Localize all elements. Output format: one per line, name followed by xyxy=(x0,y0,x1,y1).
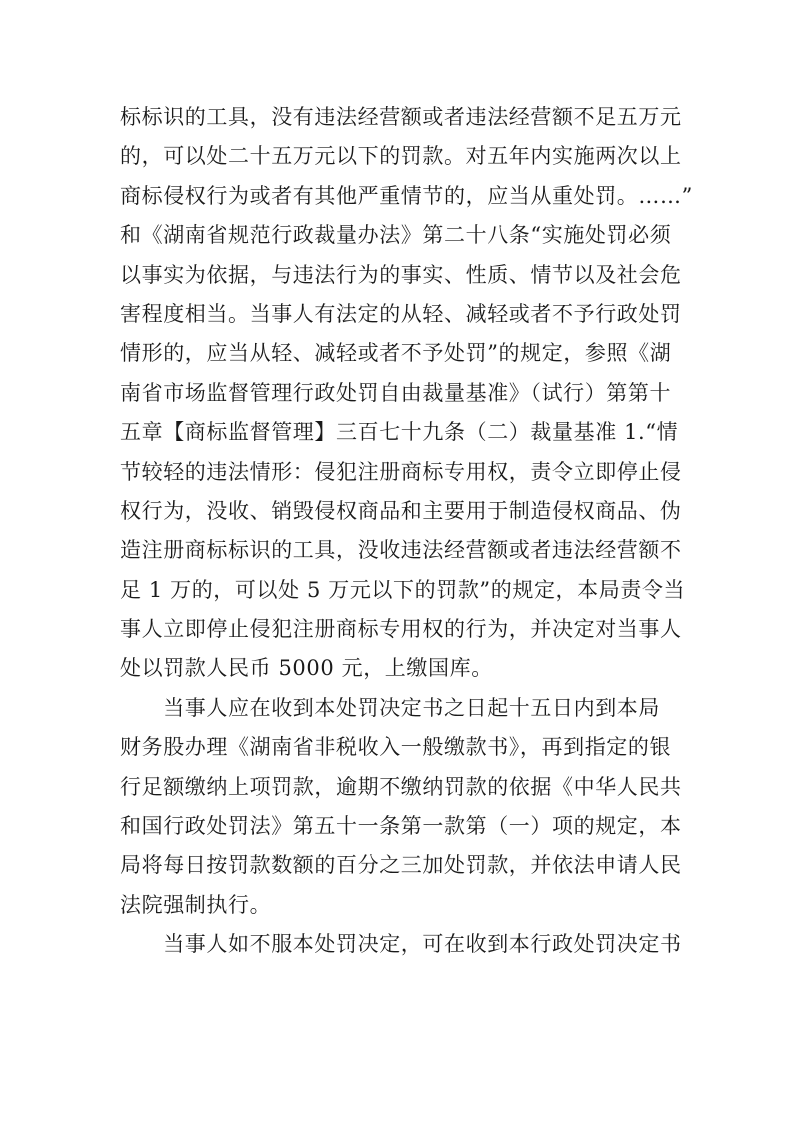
document-body xyxy=(120,98,693,965)
text-line: 标标识的工具，没有违法经营额或者违法经营额不足五万元 xyxy=(120,105,682,129)
paragraph-appeal xyxy=(120,925,680,964)
text-line: 法院强制执行。 xyxy=(120,892,272,917)
text-line: 行足额缴纳上项罚款，逾期不缴纳罚款的依据《中华人民共 xyxy=(120,774,682,799)
text-line: 事人立即停止侵犯注册商标专用权的行为，并决定对当事人 xyxy=(120,617,682,642)
text-line: 造注册商标标识的工具，没收违法经营额或者违法经营额不 xyxy=(120,538,682,563)
text-line: 以事实为依据，与违法行为的事实、性质、情节以及社会危 xyxy=(120,262,682,287)
text-line: 节较轻的违法情形：侵犯注册商标专用权，责令立即停止侵 xyxy=(120,459,682,484)
text-line: 局将每日按罚款数额的百分之三加处罚款，并依法申请人民 xyxy=(120,853,682,878)
text-line: 和国行政处罚法》第五十一条第一款第（一）项的规定，本 xyxy=(120,814,682,839)
text-line: 处以罚款人民币 5000 元，上缴国库。 xyxy=(120,656,493,681)
text-line: 当事人如不服本处罚决定，可在收到本行政处罚决定书 xyxy=(120,932,682,957)
text-line: 五章【商标监督管理】三百七十九条（二）裁量基准 1.“情 xyxy=(120,420,679,445)
text-line: 当事人应在收到本处罚决定书之日起十五日内到本局 xyxy=(120,695,660,720)
text-line: 财务股办理《湖南省非税收入一般缴款书》，再到指定的银 xyxy=(120,735,672,760)
text-line: 商标侵权行为或者有其他严重情节的，应当从重处罚。……” xyxy=(120,183,693,208)
paragraph-payment-instructions xyxy=(120,689,680,925)
paragraph-penalty-basis xyxy=(120,98,693,689)
text-line: 的，可以处二十五万元以下的罚款。对五年内实施两次以上 xyxy=(120,144,682,169)
text-line: 足 1 万的，可以处 5 万元以下的罚款”的规定，本局责令当 xyxy=(120,577,686,602)
text-line: 情形的，应当从轻、减轻或者不予处罚”的规定，参照《湖 xyxy=(120,341,672,366)
text-line: 权行为，没收、销毁侵权商品和主要用于制造侵权商品、伪 xyxy=(120,498,682,523)
text-line: 和《湖南省规范行政裁量办法》第二十八条“实施处罚必须 xyxy=(120,223,672,248)
text-line: 南省市场监督管理行政处罚自由裁量基准》（试行）第第十 xyxy=(120,380,672,405)
text-line: 害程度相当。当事人有法定的从轻、减轻或者不予行政处罚 xyxy=(120,301,682,326)
